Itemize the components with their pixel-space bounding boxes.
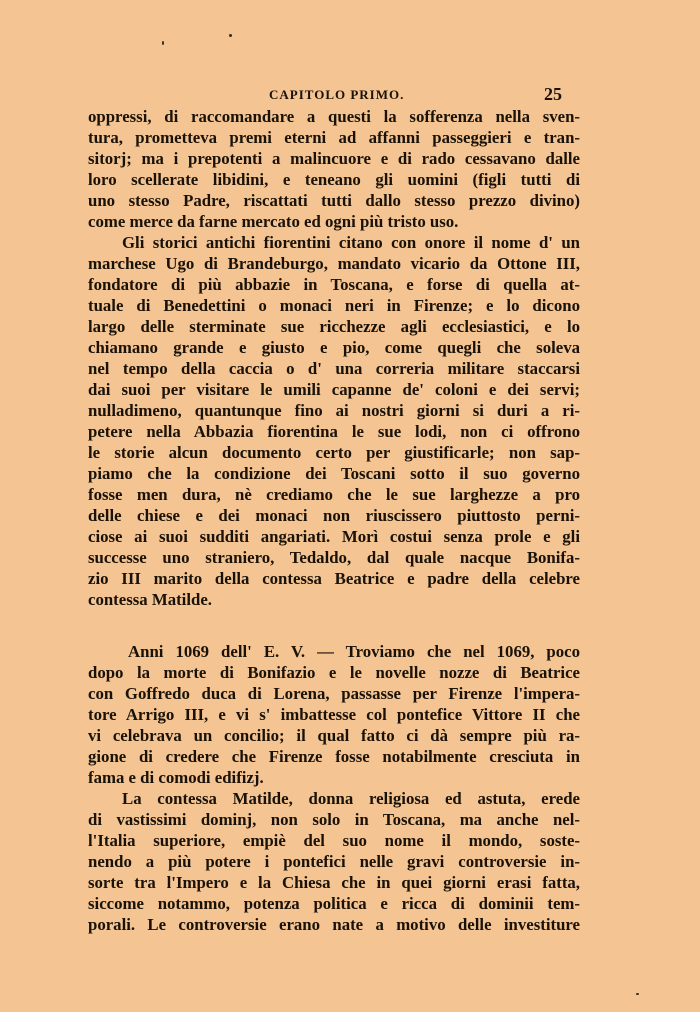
text-line: La contessa Matilde, donna religiosa ed astuta, erede — [122, 789, 580, 808]
text-line: di vastissimi dominj, non solo in Toscana, ma anche nel- — [88, 810, 580, 829]
text-line: largo delle sterminate sue ricchezze agli ecclesiastici, e lo — [88, 317, 580, 336]
text-line: loro scellerate libidini, e teneano gli uomini (figli tutti di — [88, 170, 580, 189]
page-number: 25 — [544, 84, 562, 104]
text-line: nel tempo della caccia o d' una correria militare staccarsi — [88, 359, 580, 378]
paragraph — [88, 788, 580, 935]
text-line: petere nella Abbazia fiorentina le sue lodi, non ci offrono — [88, 422, 580, 441]
text-line: tuale di Benedettini o monaci neri in Firenze; e lo dicono — [88, 296, 580, 315]
text-line: con Goffredo duca di Lorena, passasse per Firenze l'impera- — [88, 684, 580, 703]
paragraph — [88, 232, 580, 610]
text-line: zio III marito della contessa Beatrice e padre della celebre — [88, 569, 580, 588]
text-line: fama e di comodi edifizj. — [88, 768, 264, 787]
text-line: marchese Ugo di Brandeburgo, mandato vicario da Ottone III, — [88, 254, 580, 273]
text-line: chiamano grande e giusto e pio, come quegli che soleva — [88, 338, 580, 357]
text-line: nendo a più potere i pontefici nelle gravi controversie in- — [88, 852, 580, 871]
ink-speck — [162, 41, 164, 45]
text-line: vi celebrava un concilio; il qual fatto ci dà sempre più ra- — [88, 726, 580, 745]
text-line: contessa Matilde. — [88, 590, 212, 609]
text-line: fosse men dura, nè crediamo che le sue larghezze a pro — [88, 485, 580, 504]
text-line: successe uno straniero, Tedaldo, dal quale nacque Bonifa- — [88, 548, 580, 567]
text-line: fondatore di più abbazie in Toscana, e forse di quella at- — [88, 275, 580, 294]
ink-speck — [229, 34, 232, 37]
text-line: le storie alcun documento certo per giustificarle; non sap- — [88, 443, 580, 462]
text-line: piamo che la condizione dei Toscani sotto il suo governo — [88, 464, 580, 483]
text-line: come merce da farne mercato ed ogni più tristo uso. — [88, 212, 459, 231]
section-break — [88, 610, 580, 641]
text-line: uno stesso Padre, riscattati tutti dallo stesso prezzo divino) — [88, 191, 580, 210]
text-line: l'Italia superiore, empiè del suo nome il mondo, soste- — [88, 831, 580, 850]
text-line: ciose ai suoi sudditi angariati. Morì costui senza prole e gli — [88, 527, 580, 546]
page-header — [86, 84, 566, 108]
text-line: siccome notammo, potenza politica e ricca di dominii tem- — [88, 894, 580, 913]
text-line: tore Arrigo III, e vi s' imbattesse col pontefice Vittore II che — [88, 705, 580, 724]
paragraph — [88, 641, 580, 788]
text-line: Gli storici antichi fiorentini citano con onore il nome d' un — [122, 233, 580, 252]
running-head: CAPITOLO PRIMO. — [269, 87, 405, 102]
text-line: dopo la morte di Bonifazio e le novelle nozze di Beatrice — [88, 663, 580, 682]
text-line: sorte tra l'Impero e la Chiesa che in quei giorni erasi fatta, — [88, 873, 580, 892]
text-line: sitorj; ma i prepotenti a malincuore e di rado cessavano dalle — [88, 149, 580, 168]
text-line: porali. Le controversie erano nate a motivo delle investiture — [88, 915, 580, 934]
text-line: tura, prometteva premi eterni ad affanni passeggieri e tran- — [88, 128, 580, 147]
body-text — [88, 106, 580, 935]
text-line: nulladimeno, quantunque fino ai nostri giorni si duri a ri- — [88, 401, 580, 420]
text-line: dai suoi per visitare le umili capanne de' coloni e dei servi; — [88, 380, 580, 399]
text-line: Anni 1069 dell' E. V. — Troviamo che nel 1069, poco — [128, 642, 580, 661]
text-line: oppressi, di raccomandare a questi la sofferenza nella sven- — [88, 107, 580, 126]
text-line: gione di credere che Firenze fosse notabilmente cresciuta in — [88, 747, 580, 766]
ink-speck — [636, 993, 639, 995]
text-line: delle chiese e dei monaci non riuscissero piuttosto perni- — [88, 506, 580, 525]
paragraph — [88, 106, 580, 232]
